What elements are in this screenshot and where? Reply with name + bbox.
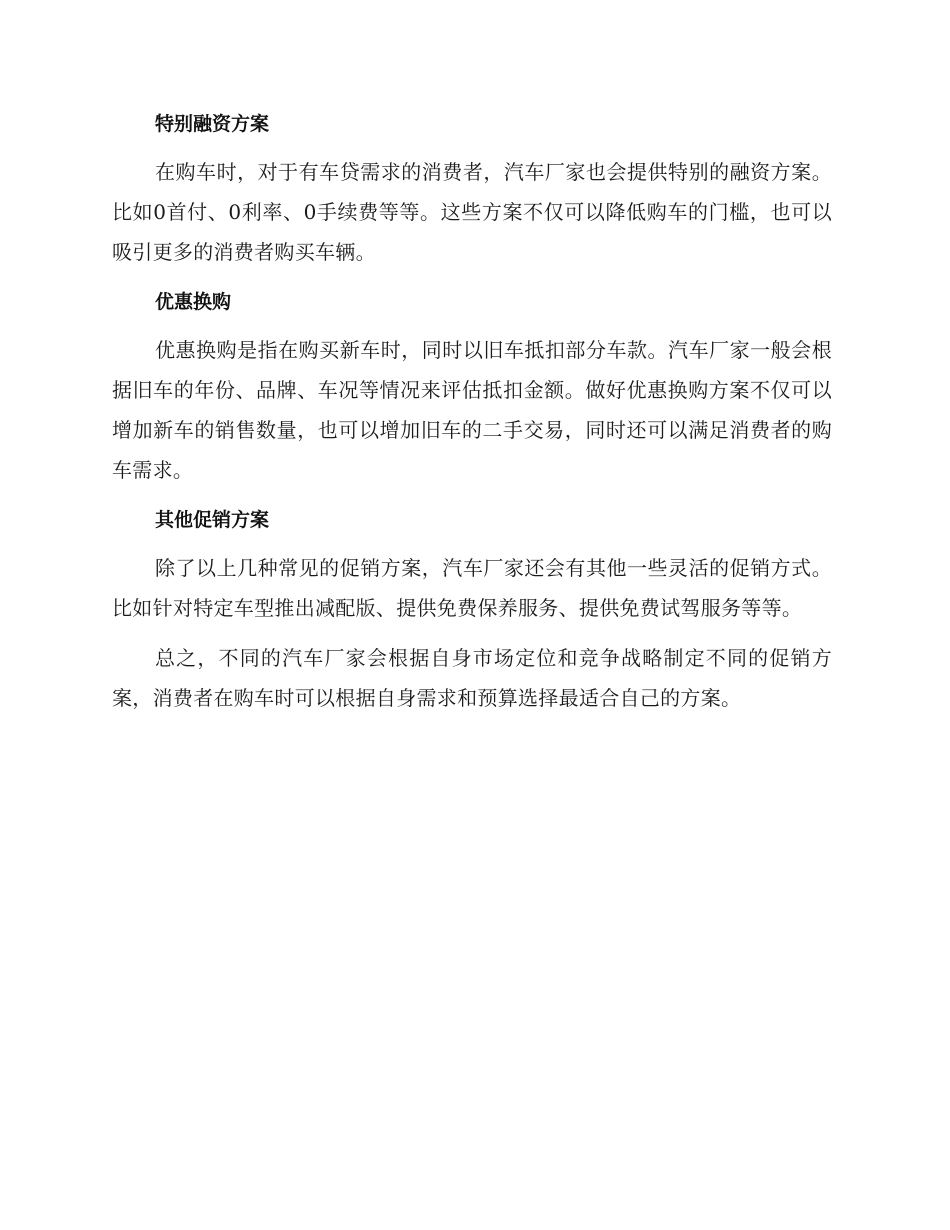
conclusion-paragraph: 总之，不同的汽车厂家会根据自身市场定位和竞争战略制定不同的促销方案，消费者在购车时可以根据自身需求和预算选择最适合自己的方案。 [112, 646, 832, 710]
section-paragraph-other-promotions: 除了以上几种常见的促销方案，汽车厂家还会有其他一些灵活的促销方式。比如针对特定车型推出减配版、提供免费保养服务、提供免费试驾服务等等。 [112, 556, 832, 620]
document-body [112, 104, 832, 728]
section-heading-trade-in: 优惠换购 [155, 291, 232, 313]
section-paragraph-financing: 在购车时，对于有车贷需求的消费者，汽车厂家也会提供特别的融资方案。比如0首付、0利率、0手续费等等。这些方案不仅可以降低购车的门槛，也可以吸引更多的消费者购买车辆。 [112, 160, 832, 264]
section-paragraph-trade-in: 优惠换购是指在购买新车时，同时以旧车抵扣部分车款。汽车厂家一般会根据旧车的年份、品牌、车况等情况来评估抵扣金额。做好优惠换购方案不仅可以增加新车的销售数量，也可以增加旧车的二手交易，同时还可以满足消费者的购车需求。 [112, 338, 832, 482]
section-heading-other-promotions: 其他促销方案 [155, 509, 270, 531]
section-heading-financing: 特别融资方案 [155, 113, 270, 135]
